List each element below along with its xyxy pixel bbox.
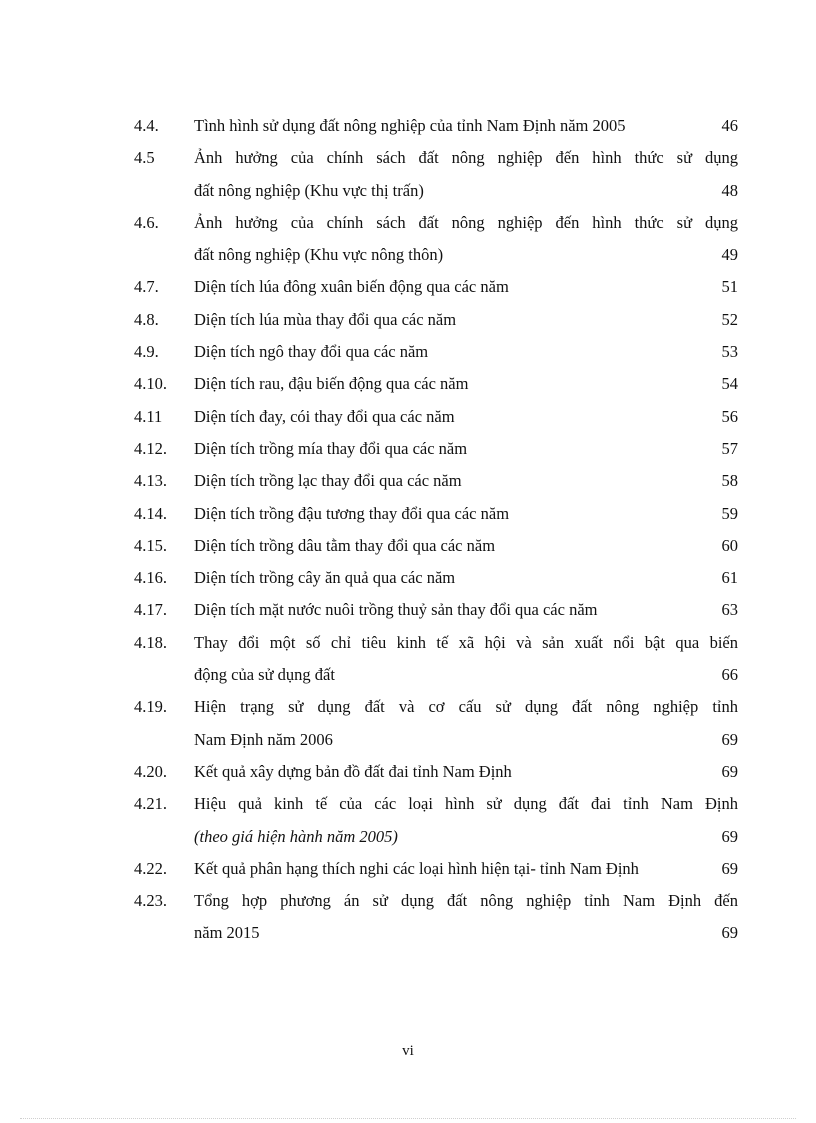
toc-entry-number: 4.17. [134,600,167,620]
toc-entry-line [134,110,738,142]
toc-entry [134,401,738,433]
page-number-footer: vi [402,1043,414,1059]
toc-entry-page: 53 [721,342,738,362]
toc-entry-line [134,853,738,885]
toc-entry [134,691,738,756]
toc-entry-line [134,724,738,756]
toc-entry-number: 4.9. [134,342,159,362]
toc-entry-line [134,788,738,820]
toc-entry-title: đất nông nghiệp (Khu vực nông thôn) [194,245,444,265]
toc-entry-line [134,756,738,788]
toc-entry-line [134,691,738,723]
toc-entry-line [134,885,738,917]
toc-entry-title: đất nông nghiệp (Khu vực thị trấn) [194,180,424,200]
toc-entry-title: Diện tích ngô thay đổi qua các năm [194,342,429,362]
toc-entry-number: 4.16. [134,568,167,588]
toc-entry-page: 54 [721,374,738,394]
toc-entry-title: Diện tích lúa đông xuân biến động qua các năm [194,277,509,297]
toc-entry-line [134,917,738,949]
toc-entry-line [134,659,738,691]
toc-entry [134,304,738,336]
toc-entry-line [134,368,738,400]
toc-entry [134,498,738,530]
toc-entry-number: 4.19. [134,697,167,717]
toc-entry-title: Thay đổi một số chỉ tiêu kinh tế xã hội và sản xuất nổi bật qua biến [194,632,738,652]
toc-entry-number: 4.6. [134,212,159,232]
toc-entry-page: 60 [721,535,738,555]
toc-entry-title: Ảnh hưởng của chính sách đất nông nghiệp đến hình thức sử dụng [194,148,738,168]
toc-entry-title: năm 2015 [194,923,260,943]
toc-entry-page: 69 [721,729,738,749]
toc-entry-page: 46 [721,116,738,135]
toc-entry-page: 69 [721,923,738,943]
toc-entry-page: 48 [721,180,738,200]
toc-entry-number: 4.20. [134,761,167,781]
toc-entry [134,336,738,368]
toc-entry [134,594,738,626]
toc-entry [134,853,738,885]
toc-entry-title: Nam Định năm 2006 [194,729,333,749]
toc-entry-title: Ảnh hưởng của chính sách đất nông nghiệp đến hình thức sử dụng [194,212,738,232]
toc-entry [134,788,738,853]
toc-entry-line [134,304,738,336]
toc-entry-line [134,142,738,174]
toc-entry-page: 52 [721,309,738,329]
toc-entry-number: 4.11 [134,406,163,426]
toc-entry [134,756,738,788]
toc-entry-page: 63 [721,600,738,620]
toc-entry-page: 69 [721,858,738,878]
toc-entry-page: 66 [721,665,738,685]
toc-entry-title: Diện tích trồng dâu tằm thay đổi qua các năm [194,535,496,555]
toc-entry-title: Tổng hợp phương án sử dụng đất nông nghiệp tỉnh Nam Định đến [194,891,738,911]
toc-entry-title: Diện tích trồng cây ăn quả qua các năm [194,568,456,588]
toc-entry-line [134,465,738,497]
toc-entry-number: 4.5 [134,148,155,168]
toc-entry-page: 57 [721,438,738,458]
toc-entry [134,433,738,465]
toc-entry-number: 4.12. [134,438,167,458]
toc-entry-number: 4.4. [134,116,159,135]
toc-entry-line [134,401,738,433]
toc-entry [134,142,738,207]
toc-entry [134,627,738,692]
toc-entry-title: Diện tích mặt nước nuôi trồng thuỷ sản thay đổi qua các năm [194,600,598,620]
toc-entry-line [134,594,738,626]
toc-entry-line [134,627,738,659]
toc-entry [134,368,738,400]
toc-entry-line [134,562,738,594]
toc-entry-page: 49 [721,245,738,265]
toc-entry-page: 51 [721,277,738,297]
toc-entry-title: Diện tích đay, cói thay đổi qua các năm [194,406,455,426]
toc-entry-title: động của sử dụng đất [194,665,335,685]
toc-entry-line [134,271,738,303]
toc-entry-page: 56 [721,406,738,426]
toc-entry-title: Diện tích trồng lạc thay đổi qua các năm [194,471,462,491]
toc-entry-line [134,821,738,853]
list-of-tables [134,110,738,950]
toc-entry-title: Diện tích trồng đậu tương thay đổi qua các năm [194,503,510,523]
toc-entry [134,207,738,272]
toc-entry-number: 4.15. [134,535,167,555]
toc-entry-number: 4.22. [134,858,167,878]
toc-entry-number: 4.23. [134,891,167,911]
toc-entry-line [134,207,738,239]
toc-entry-line [134,336,738,368]
toc-entry-title: Diện tích rau, đậu biến động qua các năm [194,374,469,394]
toc-entry-page: 69 [721,761,738,781]
toc-entry-number: 4.13. [134,471,167,491]
toc-entry-number: 4.10. [134,374,167,394]
toc-entry-title: Kết quả phân hạng thích nghi các loại hình hiện tại- tỉnh Nam Định [194,858,639,878]
toc-entry [134,885,738,950]
toc-entry-page: 59 [721,503,738,523]
toc-entry-page: 61 [721,568,738,588]
toc-entry-title: Kết quả xây dựng bản đồ đất đai tỉnh Nam Định [194,761,512,781]
toc-entry-number: 4.14. [134,503,167,523]
toc-entry-title: Hiệu quả kinh tế của các loại hình sử dụng đất đai tỉnh Nam Định [194,794,738,814]
toc-entry [134,465,738,497]
toc-entry-number: 4.7. [134,277,159,297]
toc-entry-number: 4.8. [134,309,159,329]
toc-entry-title: Tình hình sử dụng đất nông nghiệp của tỉnh Nam Định năm 2005 [194,116,626,135]
toc-entry-line [134,239,738,271]
toc-entry-number: 4.21. [134,794,167,814]
toc-entry-page: 58 [721,471,738,491]
toc-entry-title: Diện tích trồng mía thay đổi qua các năm [194,438,468,458]
toc-entry-title: Diện tích lúa mùa thay đổi qua các năm [194,309,457,329]
toc-entry [134,562,738,594]
toc-entry-page: 69 [721,826,738,846]
page-bottom-rule [20,1118,796,1119]
toc-entry-line [134,433,738,465]
toc-entry [134,110,738,142]
toc-entry [134,530,738,562]
toc-entry-line [134,175,738,207]
toc-entry-line [134,498,738,530]
toc-entry-title: (theo giá hiện hành năm 2005) [194,826,398,846]
toc-entry-number: 4.18. [134,632,167,652]
toc-entry-title: Hiện trạng sử dụng đất và cơ cấu sử dụng đất nông nghiệp tỉnh [194,697,738,717]
toc-entry-line [134,530,738,562]
toc-entry [134,271,738,303]
